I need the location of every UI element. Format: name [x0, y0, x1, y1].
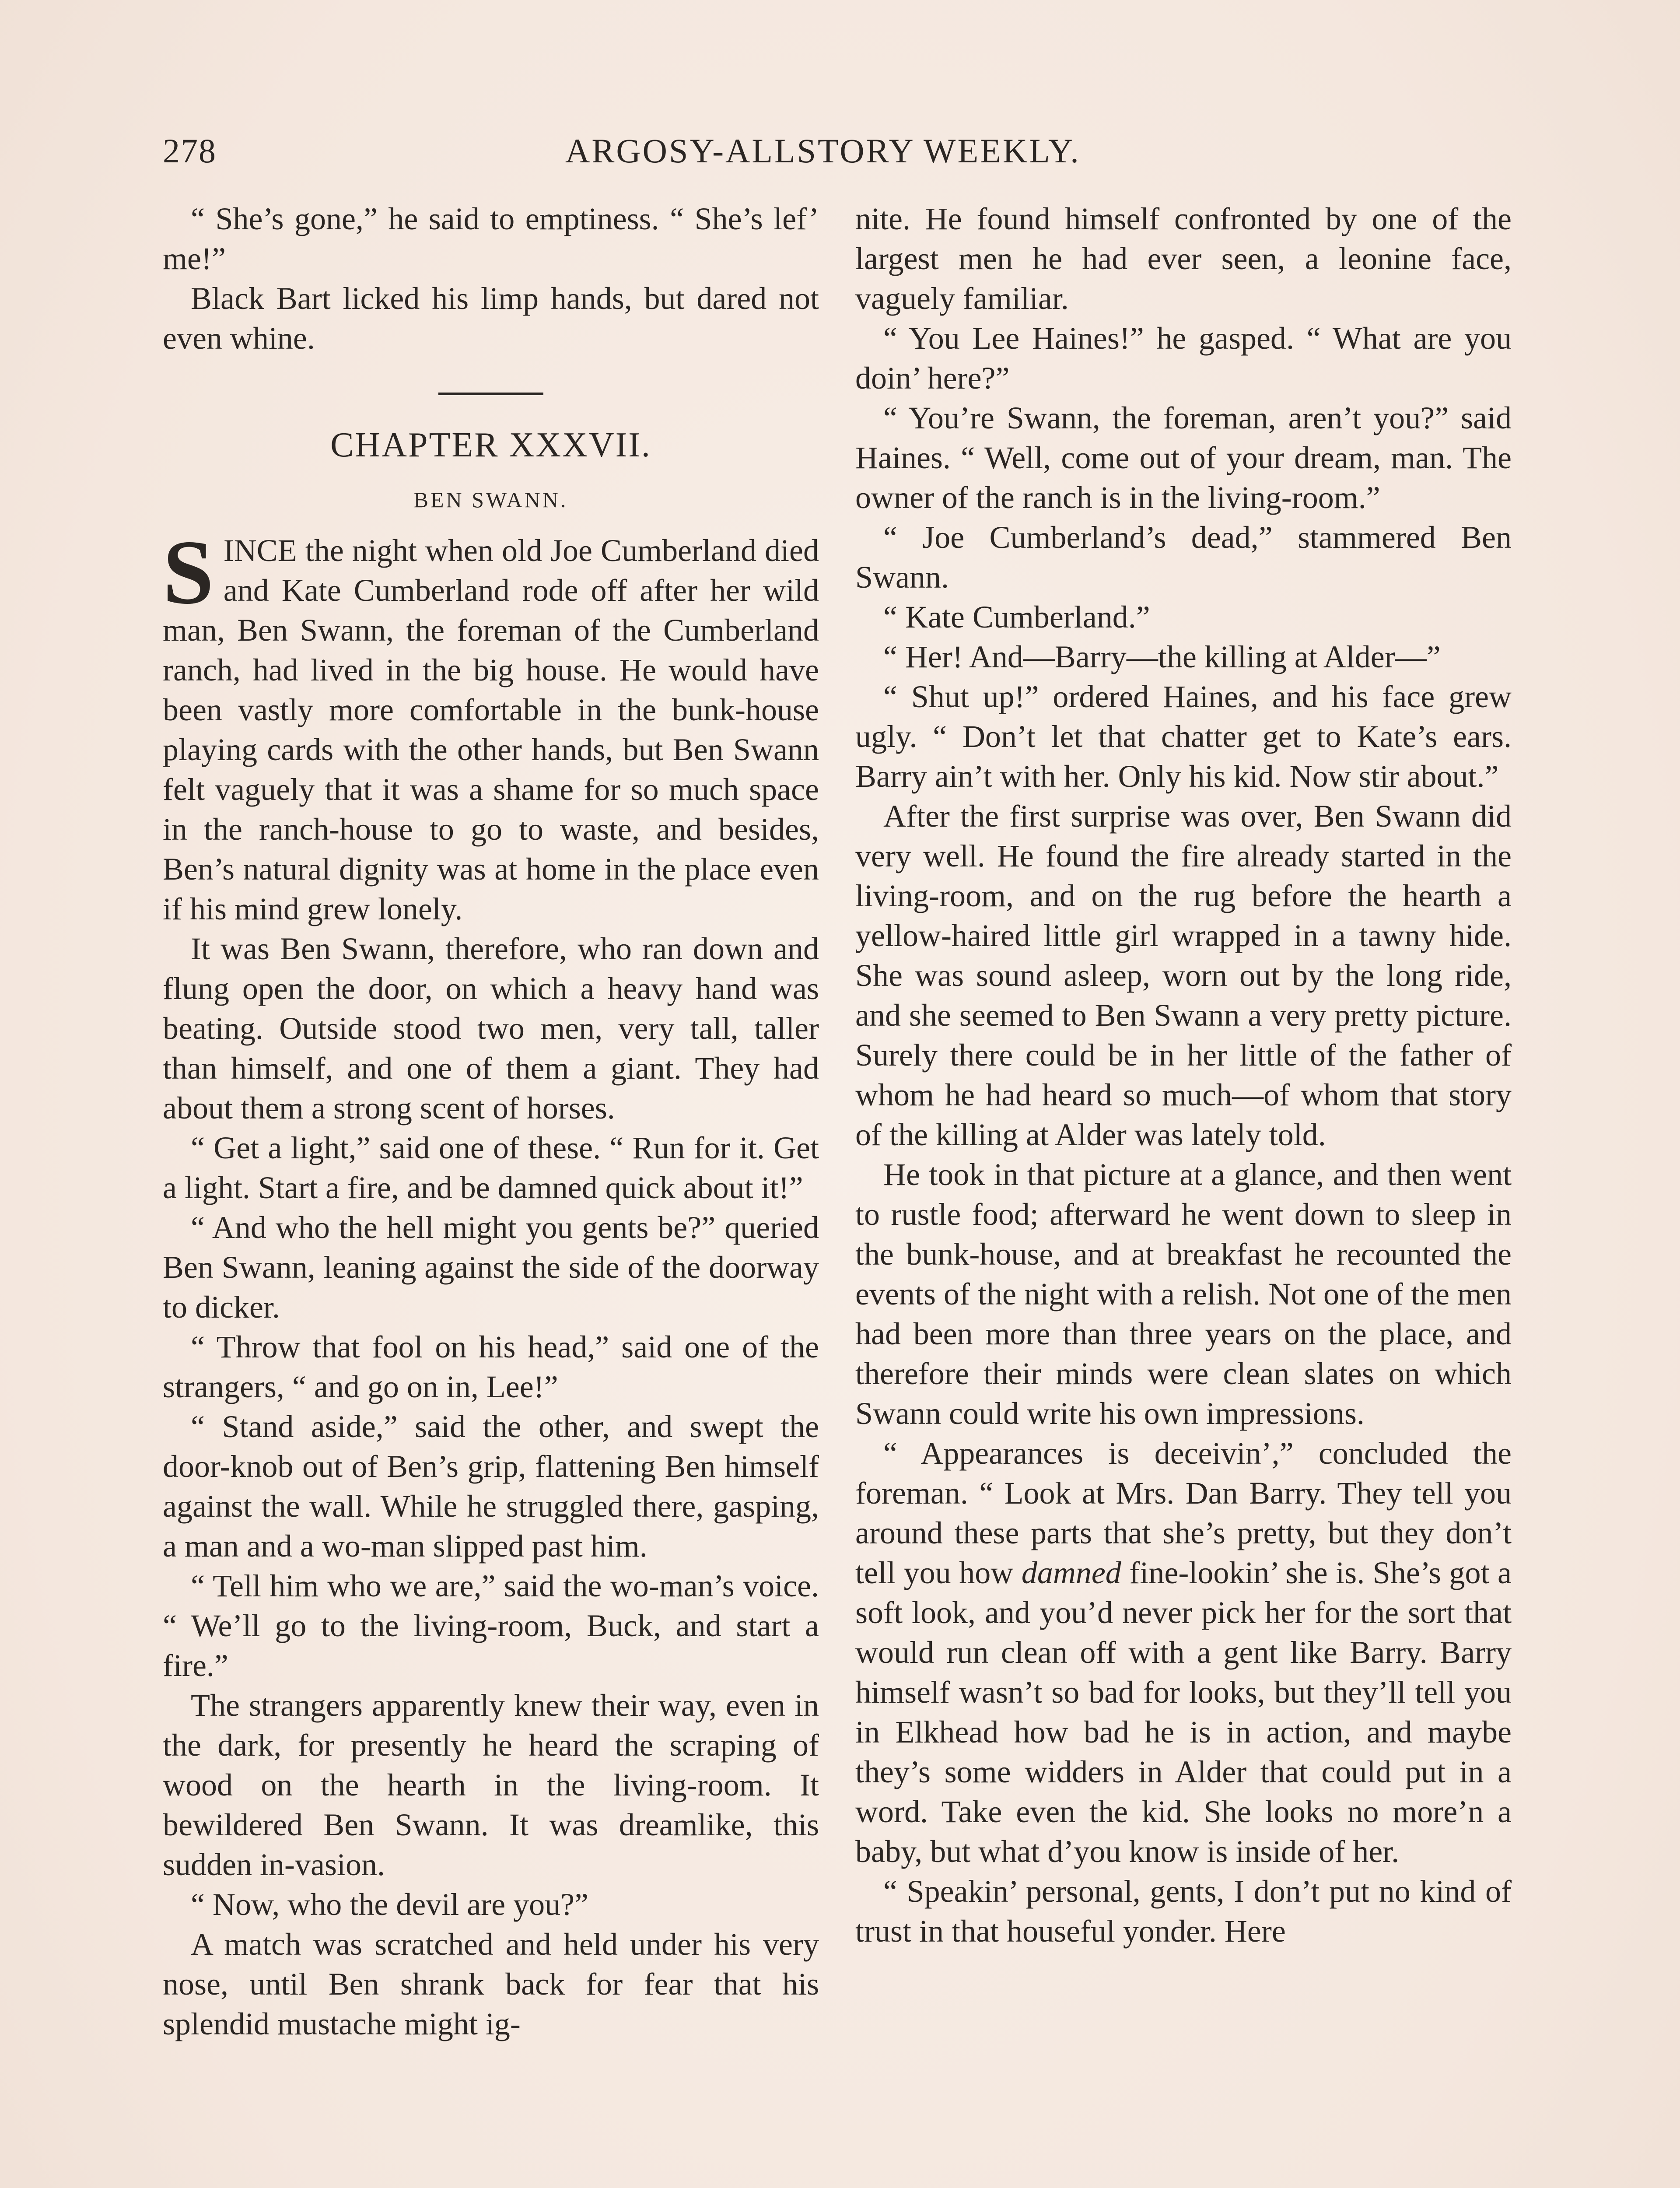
paragraph: “ Speakin’ personal, gents, I don’t put no kind of trust in that houseful yonder. Here — [855, 1874, 1512, 1949]
chapter-title: CHAPTER XXXVII. — [330, 426, 651, 464]
chapter-subtitle: BEN SWANN. — [413, 487, 568, 512]
left-column — [163, 199, 819, 2044]
paragraph: “ You Lee Haines!” he gasped. “ What are you doin’ here?” — [855, 321, 1512, 396]
paragraph: “ Her! And—Barry—the killing at Alder—” — [883, 639, 1441, 674]
paragraph: “ Get a light,” said one of these. “ Run for it. Get a light. Start a fire, and be damned quick about it!” — [163, 1130, 819, 1205]
page-header — [163, 127, 1116, 175]
paragraph: “ Throw that fool on his head,” said one of the strangers, “ and go on in, Lee!” — [163, 1329, 819, 1404]
paragraph: “ Stand aside,” said the other, and swept the door-knob out of Ben’s grip, flattening Ben himself against the wall. While he struggled there, gasping, a man and a wo-man slipped past him. — [163, 1409, 819, 1564]
paragraph: “ You’re Swann, the foreman, aren’t you?” said Haines. “ Well, come out of your dream, man. The owner of the ranch is in the living-room.” — [855, 400, 1512, 515]
paragraph: “ Kate Cumberland.” — [883, 600, 1150, 635]
running-head: ARGOSY-ALLSTORY WEEKLY. — [565, 132, 1081, 170]
paragraph-text: fine-lookin’ she is. She’s got a soft look, and you’d never pick her for the sort that would run clean off with a gent like Barry. Barry himself wasn’t so bad for looks, but they’ll tell you in Elkhead how bad he is in action, and maybe they’s some widders in Alder that could put in a word. Take even the kid. She looks no more’n a baby, but what d’you know is inside of her. — [855, 1555, 1512, 1869]
paragraph: After the first surprise was over, Ben Swann did very well. He found the fire already started in the living-room, and on the rug before the hearth a yellow-haired little girl wrapped in a tawny hide. She was sound asleep, worn out by the long ride, and she seemed to Ben Swann a very pretty picture. Surely there could be in her little of the father of whom he had heard so much—of whom that story of the killing at Alder was lately told. — [855, 799, 1512, 1152]
paragraph: “ She’s gone,” he said to emptiness. “ She’s lef’ me!” — [163, 201, 819, 276]
paragraph-continuation: nite. He found himself confronted by one of the largest men he had ever seen, a leonine face, vaguely familiar. — [855, 201, 1512, 316]
paragraph: He took in that picture at a glance, and then went to rustle food; afterward he went down to sleep in the bunk-house, and at breakfast he recounted the events of the night with a relish. Not one of the men had been more than three years on the place, and therefore their minds were clean slates on which Swann could write his own impressions. — [855, 1157, 1512, 1431]
paragraph: A match was scratched and held under his very nose, until Ben shrank back for fear that his splendid mustache might ig- — [163, 1927, 819, 2041]
drop-cap: S — [163, 522, 214, 623]
emphasized-word: damned — [1021, 1555, 1121, 1590]
paragraph: “ Joe Cumberland’s dead,” stammered Ben Swann. — [855, 520, 1512, 595]
chapter-opening-paragraph — [163, 522, 819, 929]
paragraph: “ Shut up!” ordered Haines, and his face grew ugly. “ Don’t let that chatter get to Kate’s ears. Barry ain’t with her. Only his kid. Now stir about.” — [855, 679, 1512, 794]
section-divider — [438, 393, 543, 395]
paragraph: “ Now, who the devil are you?” — [191, 1887, 588, 1922]
paragraph: The strangers apparently knew their way, even in the dark, for presently he heard the scraping of wood on the hearth in the living-room. It bewildered Ben Swann. It was dreamlike, this sudden in-vasion. — [163, 1688, 819, 1882]
opening-text: INCE the night when old Joe Cumberland died and Kate Cumberland rode off after her wild man, Ben Swann, the foreman of the Cumberland ranch, had lived in the big house. He would have been vastly more comfortable in the bunk-house playing cards with the other hands, but Ben Swann felt vaguely that it was a shame for so much space in the ranch-house to go to waste, and besides, Ben’s natural dignity was at home in the place even if his mind grew lonely. — [163, 533, 819, 926]
right-column — [855, 199, 1512, 1951]
paragraph — [855, 1434, 1512, 1872]
paragraph: “ Tell him who we are,” said the wo-man’s voice. “ We’ll go to the living-room, Buck, and start a fire.” — [163, 1568, 819, 1683]
paragraph-text: “ Appearances is deceivin’,” concluded the foreman. “ Look at Mrs. Dan Barry. They tell you around these parts that she’s pretty, but they don’t tell you how — [855, 1436, 1512, 1590]
page-number: 278 — [163, 132, 217, 170]
paragraph: It was Ben Swann, therefore, who ran down and flung open the door, on which a heavy hand was beating. Outside stood two men, very tall, taller than himself, and one of them a giant. They had about them a strong scent of horses. — [163, 931, 819, 1126]
paragraph: “ And who the hell might you gents be?” queried Ben Swann, leaning against the side of the doorway to dicker. — [163, 1210, 819, 1325]
paragraph: Black Bart licked his limp hands, but dared not even whine. — [163, 281, 819, 356]
